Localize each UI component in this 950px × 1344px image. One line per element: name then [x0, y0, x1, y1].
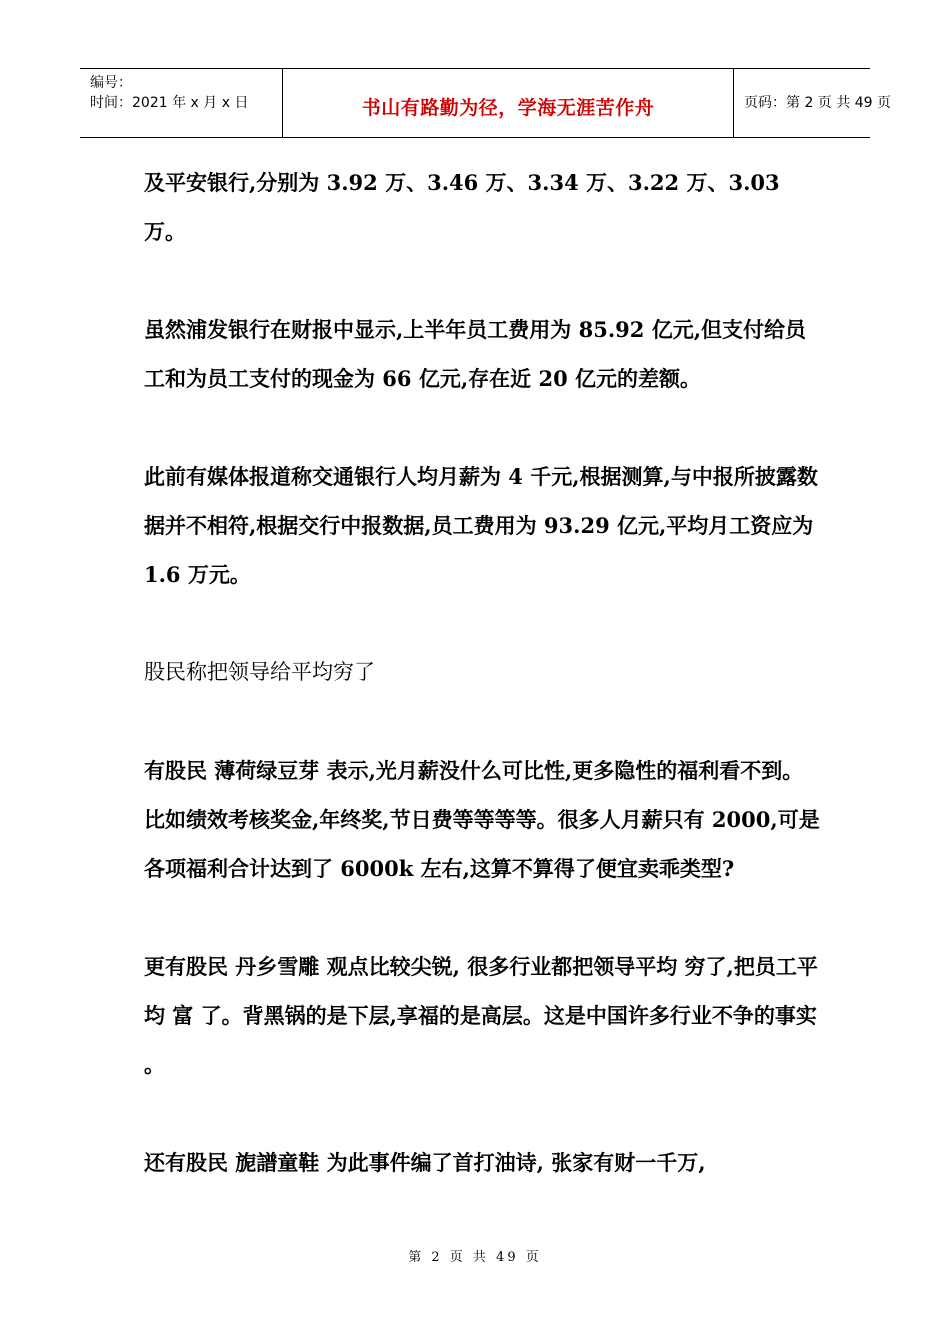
document-date: 时间：2021 年 x 月 x 日: [90, 95, 249, 111]
header-meta: [80, 69, 282, 137]
page-header: [80, 68, 891, 138]
body-paragraph: 还有股民 旎譜童鞋 为此事件编了首打油诗, 张家有财一千万,: [144, 1150, 706, 1175]
body-paragraph: 虽然浦发银行在财报中显示,上半年员工费用为 85.92 亿元,但支付给员工和为员工支付的现金为 66 亿元,存在近 20 亿元的差额。: [144, 317, 806, 391]
document-body: [144, 158, 824, 1187]
header-page-number: 页码：第 2 页 共 49 页: [744, 95, 891, 111]
body-paragraph: 有股民 薄荷绿豆芽 表示,光月薪没什么可比性,更多隐性的福利看不到。比如绩效考核奖金,年终奖,节日费等等等等。很多人月薪只有 2000,可是各项福利合计达到了 6000k 左右,这算不算得了便宜卖乖类型?: [144, 758, 820, 881]
header-motto-cell: [282, 69, 734, 137]
body-paragraph: 及平安银行,分别为 3.92 万、3.46 万、3.34 万、3.22 万、3.03 万。: [144, 170, 780, 244]
body-paragraph: 更有股民 丹乡雪雕 观点比较尖锐, 很多行业都把领导平均 穷了,把员工平均 富 了。背黑锅的是下层,享福的是高层。这是中国许多行业不争的事实 。: [144, 954, 818, 1077]
page-footer: 第 2 页 共 49 页: [408, 1250, 542, 1265]
section-heading: 股民称把领导给平均穷了: [144, 660, 375, 684]
body-paragraph: 此前有媒体报道称交通银行人均月薪为 4 千元,根据测算,与中报所披露数据并不相符,根据交行中报数据,员工费用为 93.29 亿元,平均月工资应为 1.6 万元。: [144, 464, 818, 587]
header-motto: 书山有路勤为径，学海无涯苦作舟: [361, 97, 655, 119]
document-number: 编号：: [90, 75, 132, 91]
